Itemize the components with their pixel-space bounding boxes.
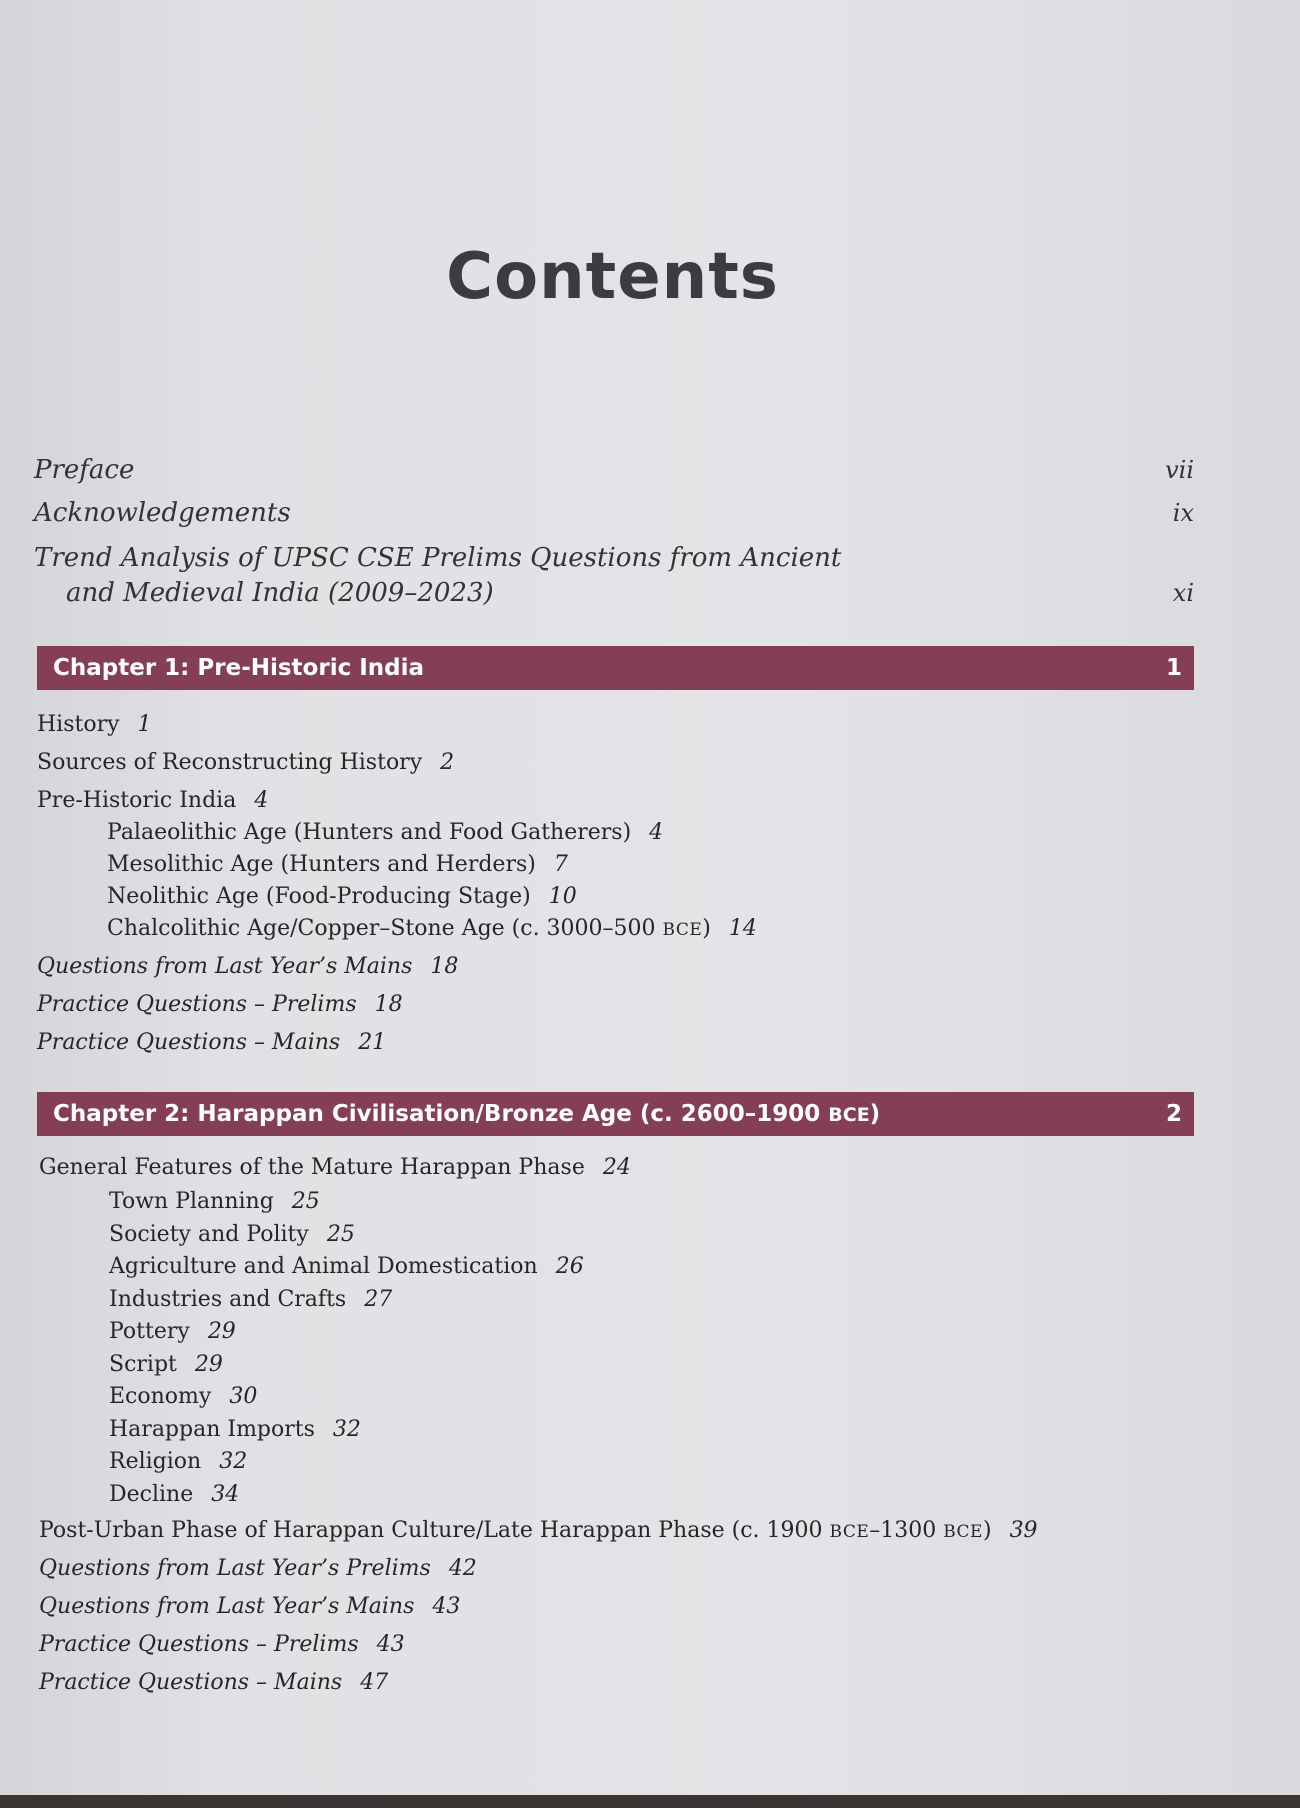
toc-entry-practice-mains[interactable]: Practice Questions – Mains 21 <box>37 1030 387 1055</box>
chapter-2-header[interactable] <box>37 1092 1194 1136</box>
toc-entry-pottery[interactable]: Pottery 29 <box>109 1319 236 1344</box>
chapter-title: Chapter 2: Harappan Civilisation/Bronze Age (c. 2600–1900 BCE) <box>53 1101 881 1127</box>
front-matter-title: Acknowledgements <box>34 498 291 528</box>
front-matter-title: Preface <box>34 455 135 485</box>
toc-entry-pre-historic-india[interactable]: Pre-Historic India 4 <box>37 788 269 813</box>
toc-entry-last-year-mains[interactable]: Questions from Last Year’s Mains 43 <box>39 1593 461 1619</box>
front-matter-title-line2: and Medieval India (2009–2023) <box>66 578 494 608</box>
toc-entry-chalcolithic[interactable]: Chalcolithic Age/Copper–Stone Age (c. 3000–500 BCE) 14 <box>107 916 757 941</box>
toc-entry-mesolithic[interactable]: Mesolithic Age (Hunters and Herders) 7 <box>107 852 568 877</box>
chapter-1-header[interactable] <box>37 646 1194 690</box>
toc-entry-script[interactable]: Script 29 <box>109 1351 223 1377</box>
toc-entry-last-year-mains[interactable]: Questions from Last Year’s Mains 18 <box>37 954 459 979</box>
toc-entry-practice-prelims[interactable]: Practice Questions – Prelims 18 <box>37 992 403 1017</box>
toc-entry-neolithic[interactable]: Neolithic Age (Food-Producing Stage) 10 <box>107 884 577 909</box>
toc-entry-general-features[interactable]: General Features of the Mature Harappan Phase 24 <box>39 1155 631 1180</box>
toc-entry-sources[interactable]: Sources of Reconstructing History 2 <box>37 750 455 775</box>
toc-entry-history[interactable]: History 1 <box>37 712 152 737</box>
toc-entry-practice-mains[interactable]: Practice Questions – Mains 47 <box>39 1669 389 1695</box>
toc-entry-palaeolithic[interactable]: Palaeolithic Age (Hunters and Food Gatherers) 4 <box>107 820 664 845</box>
toc-entry-decline[interactable]: Decline 34 <box>109 1481 240 1507</box>
toc-entry-economy[interactable]: Economy 30 <box>109 1384 258 1409</box>
chapter-number: 2 <box>1165 1101 1182 1127</box>
chapter-title: Chapter 1: Pre-Historic India <box>53 655 425 681</box>
front-matter-page: vii <box>1165 456 1194 484</box>
toc-entry-industries[interactable]: Industries and Crafts 27 <box>109 1286 393 1312</box>
front-matter-page: xi <box>1172 579 1194 607</box>
chapter-2-entries <box>39 1155 1199 1708</box>
toc-entry-religion[interactable]: Religion 32 <box>109 1449 248 1474</box>
toc-entry-society-polity[interactable]: Society and Polity 25 <box>109 1221 355 1247</box>
front-matter-trend-analysis[interactable] <box>34 543 1194 608</box>
chapter-1-entries <box>37 712 1197 1068</box>
chapter-number: 1 <box>1165 655 1182 681</box>
front-matter-acknowledgements[interactable] <box>34 498 1194 528</box>
toc-entry-practice-prelims[interactable]: Practice Questions – Prelims 43 <box>39 1631 405 1657</box>
front-matter-page: ix <box>1172 499 1194 527</box>
toc-entry-post-urban-phase[interactable]: Post-Urban Phase of Harappan Culture/Late Harappan Phase (c. 1900 BCE–1300 BCE) 39 <box>39 1517 1038 1543</box>
toc-entry-town-planning[interactable]: Town Planning 25 <box>109 1189 320 1214</box>
toc-entry-last-year-prelims[interactable]: Questions from Last Year’s Prelims 42 <box>39 1555 477 1581</box>
toc-entry-harappan-imports[interactable]: Harappan Imports 32 <box>109 1416 361 1442</box>
toc-entry-agriculture[interactable]: Agriculture and Animal Domestication 26 <box>109 1254 584 1279</box>
front-matter-preface[interactable] <box>34 455 1194 485</box>
front-matter-title-line1: Trend Analysis of UPSC CSE Prelims Questions from Ancient <box>34 543 842 573</box>
page-title: Contents <box>446 240 779 314</box>
